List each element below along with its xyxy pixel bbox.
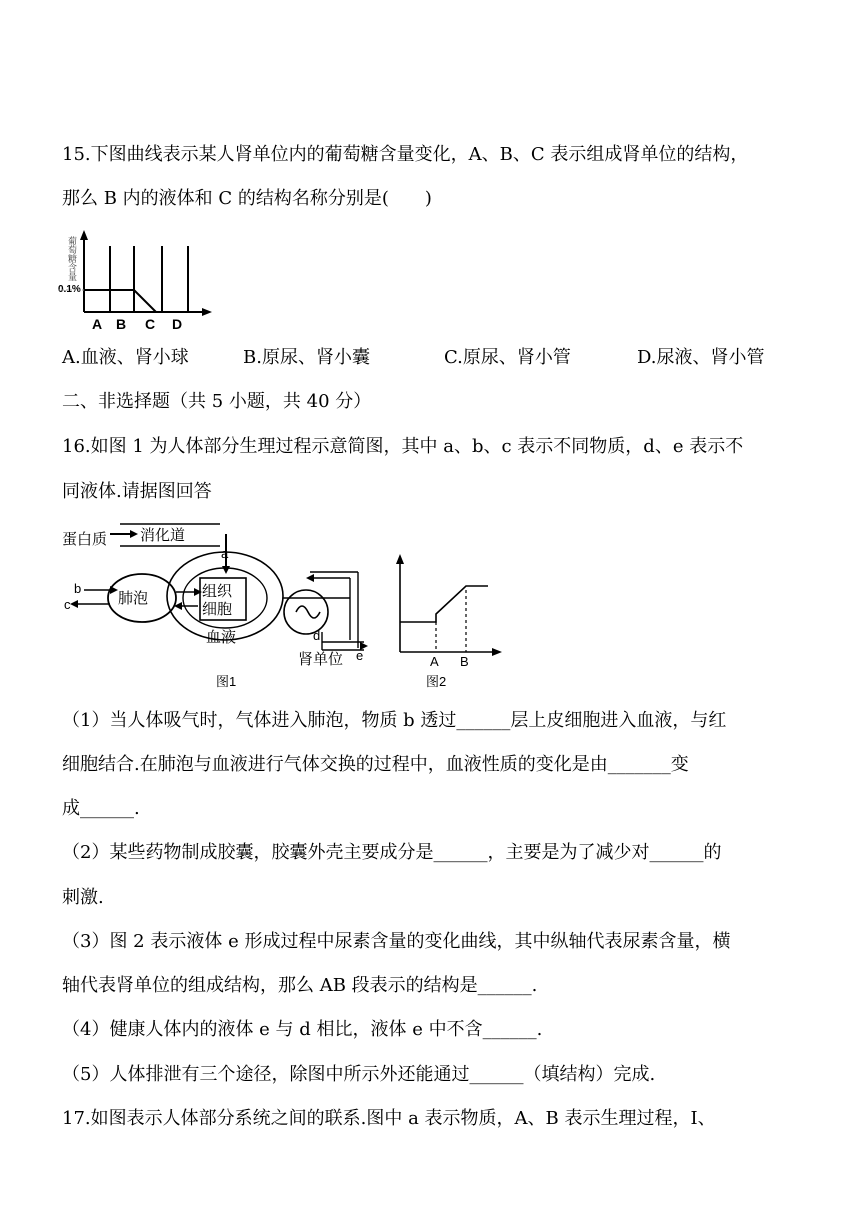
- q16-part1-line-3: 成______.: [62, 798, 140, 819]
- q15-line-2: 那么 B 内的液体和 C 的结构名称分别是( ): [62, 188, 432, 209]
- glucose-x-label-a: A: [92, 316, 103, 332]
- q15-option-c[interactable]: C.原尿、肾小管: [444, 347, 571, 368]
- label-cells: 细胞: [202, 601, 233, 618]
- label-a: a: [221, 546, 229, 561]
- glucose-x-arrow: [202, 308, 212, 316]
- figure-1-diagram: [60, 514, 390, 690]
- q16-part5: （5）人体排泄有三个途径，除图中所示外还能通过______（填结构）完成.: [62, 1064, 656, 1085]
- q16-part4: （4）健康人体内的液体 e 与 d 相比，液体 e 中不含______.: [62, 1019, 543, 1040]
- glucose-level-label: 0.1%: [58, 284, 81, 295]
- label-protein: 蛋白质: [62, 531, 108, 548]
- q16-part3-line-1: （3）图 2 表示液体 e 形成过程中尿素含量的变化曲线，其中纵轴代表尿素含量，横: [62, 931, 731, 952]
- glucose-x-label-d: D: [172, 316, 183, 332]
- section-2-heading: 二、非选择题（共 5 小题，共 40 分）: [62, 391, 372, 412]
- label-tissue: 组织: [202, 583, 233, 600]
- glucose-chart-figure: [58, 228, 218, 334]
- q16-part1-line-2: 细胞结合.在肺泡与血液进行气体交换的过程中，血液性质的变化是由_______变: [62, 754, 689, 775]
- glucose-x-label-b: B: [116, 316, 127, 332]
- label-e: e: [356, 648, 364, 663]
- glucose-y-arrow: [80, 230, 88, 240]
- q17-line-1: 17.如图表示人体部分系统之间的联系.图中 a 表示物质，A、B 表示生理过程，Ⅰ、: [62, 1108, 716, 1129]
- q16-part3-line-2: 轴代表肾单位的组成结构，那么 AB 段表示的结构是______.: [62, 975, 538, 996]
- label-nephron: 肾单位: [298, 651, 344, 668]
- urea-x-label-b: B: [460, 654, 469, 669]
- q16-part2-line-1: （2）某些药物制成胶囊，胶囊外壳主要成分是______，主要是为了减少对______的: [62, 842, 722, 863]
- glucose-y-label: 葡萄糖含量: [67, 236, 77, 281]
- figure-1-caption: 图1: [216, 674, 237, 689]
- q15-option-d[interactable]: D.尿液、肾小管: [637, 347, 765, 368]
- q16-line-1: 16.如图 1 为人体部分生理过程示意简图，其中 a、b、c 表示不同物质，d、e 表示不: [62, 436, 744, 457]
- glucose-curve: [84, 290, 156, 312]
- urea-curve: [400, 586, 488, 622]
- glucose-x-label-c: C: [145, 316, 156, 332]
- label-alveoli: 肺泡: [118, 590, 149, 607]
- figure-2-caption: 图2: [426, 674, 447, 689]
- label-c: c: [64, 597, 71, 612]
- q16-line-2: 同液体.请据图回答: [62, 481, 212, 502]
- label-blood: 血液: [206, 629, 237, 646]
- q15-option-a[interactable]: A.血液、肾小球: [62, 347, 189, 368]
- urea-x-label-a: A: [430, 654, 439, 669]
- label-digestive-tract: 消化道: [140, 527, 186, 544]
- q15-option-b[interactable]: B.原尿、肾小囊: [243, 347, 370, 368]
- nephron-capsule: [284, 590, 328, 634]
- q15-line-1: 15.下图曲线表示某人肾单位内的葡萄糖含量变化，A、B、C 表示组成肾单位的结构，: [62, 144, 749, 165]
- figure-2-urea-chart: [392, 550, 510, 690]
- label-b: b: [74, 581, 82, 596]
- q16-part2-line-2: 刺激.: [62, 887, 104, 908]
- label-d: d: [313, 628, 321, 643]
- q16-part1-line-1: （1）当人体吸气时，气体进入肺泡，物质 b 透过______层上皮细胞进入血液，与红: [62, 710, 727, 731]
